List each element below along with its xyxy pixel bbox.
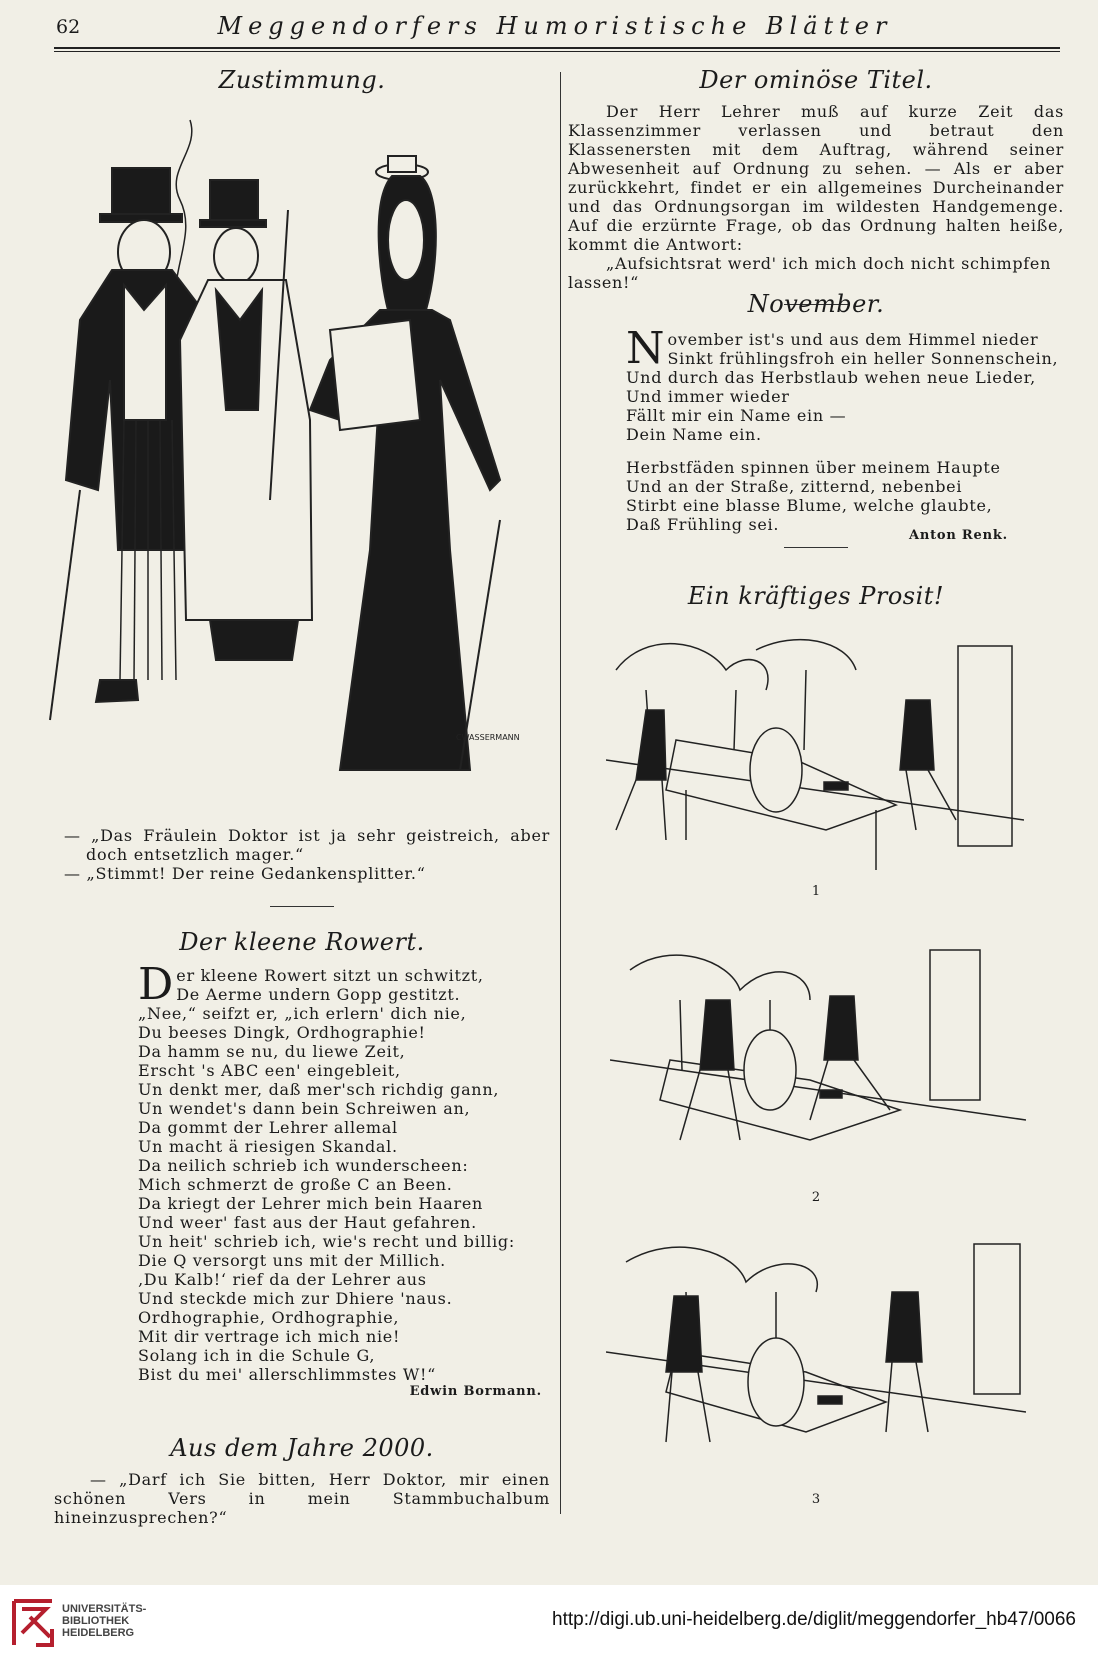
- author-signature: Anton Renk.: [908, 528, 1008, 543]
- poem-line: Un wendet's dann bein Schreiwen an,: [138, 1099, 471, 1118]
- journal-title: Meggendorfers Humoristische Blätter: [217, 12, 893, 40]
- november-title: November.: [747, 290, 885, 318]
- dialog-line-1: — „Das Fräulein Doktor ist ja sehr geistreich, aber doch entsetzlich mager.“: [64, 826, 550, 864]
- drop-cap: D: [138, 959, 174, 1010]
- panel-number: 2: [811, 1190, 821, 1205]
- library-logo-icon: [8, 1595, 58, 1651]
- digitization-footer: [0, 1585, 1098, 1662]
- november-section: [568, 290, 1064, 548]
- header-rule-thin: [54, 51, 1060, 52]
- section-separator: [784, 547, 848, 548]
- zustimmung-illustration: [40, 80, 560, 820]
- jahr-2000-section: [54, 1434, 550, 1527]
- poem-line: Ordhographie, Ordhographie,: [138, 1308, 400, 1327]
- page-number: 62: [56, 16, 81, 38]
- poem-line: Solang ich in die Schule G,: [138, 1346, 376, 1365]
- poem-line: ‚Du Kalb!‘ rief da der Lehrer aus: [138, 1270, 427, 1289]
- titel-text: Der Herr Lehrer muß auf kurze Zeit das Klassenzimmer verlassen und betraut den Klassenersten mit dem Auftrag, während seiner Abwesenheit auf Ordnung zu sehen. — Als er aber zurückkehrt, findet er ein allgemeines Durcheinander und das Ordnungsorgan im wildesten Handgemenge. Auf die erzürnte Frage, ob das Ordnung halten heiße, kommt die Antwort:: [568, 102, 1064, 254]
- poem-line: Da gommt der Lehrer allemal: [138, 1118, 398, 1137]
- prosit-panel-3: [606, 1232, 1026, 1492]
- poem-line: Un macht ä riesigen Skandal.: [138, 1137, 398, 1156]
- poem-line: Stirbt eine blasse Blume, welche glaubte,: [626, 496, 993, 515]
- prosit-title: Ein kräftiges Prosit!: [687, 582, 945, 610]
- poem-line: Herbstfäden spinnen über meinem Haupte: [626, 458, 1001, 477]
- kleene-rowert-title: Der kleene Rowert.: [179, 928, 425, 956]
- artist-signature: CWASSERMANN: [456, 733, 520, 742]
- poem-line: Erscht 's ABC een' eingebleit,: [138, 1061, 401, 1080]
- prosit-panel-2: [610, 940, 1026, 1185]
- poem-line: Und durch das Herbstlaub wehen neue Lieder,: [626, 368, 1036, 387]
- panel-number: 3: [811, 1492, 821, 1507]
- author-signature: Edwin Bormann.: [409, 1384, 542, 1399]
- titel-quote: „Aufsichtsrat werd' ich mich doch nicht schimpfen lassen!“: [568, 254, 1052, 292]
- poem-line: Und steckde mich zur Dhiere 'naus.: [138, 1289, 453, 1308]
- zustimmung-dialog: [54, 826, 550, 883]
- prosit-section: [568, 582, 1064, 610]
- page-header: [52, 10, 1058, 46]
- jahr-2000-title: Aus dem Jahre 2000.: [170, 1434, 434, 1462]
- section-separator: [54, 906, 550, 907]
- poem-line: Bist du mei' allerschlimmstes W!“: [138, 1365, 436, 1384]
- poem-line: Da kriegt der Lehrer mich bein Haaren: [138, 1194, 484, 1213]
- source-url: http://digi.ub.uni-heidelberg.de/diglit/meggendorfer_hb47/0066: [552, 1609, 1076, 1630]
- poem-line: Mit dir vertrage ich mich nie!: [138, 1327, 401, 1346]
- november-poem: [626, 323, 1064, 534]
- poem-line: Sinkt frühlingsfroh ein heller Sonnenschein,: [667, 349, 1059, 368]
- poem-line: er kleene Rowert sitzt un schwitzt,: [176, 966, 484, 985]
- poem-line: Dein Name ein.: [626, 425, 762, 444]
- dialog-line-2: — „Stimmt! Der reine Gedankensplitter.“: [64, 864, 426, 883]
- header-rule: [54, 47, 1060, 49]
- poem-line: Un denkt mer, daß mer'sch richdig gann,: [138, 1080, 500, 1099]
- library-name: UNIVERSITÄTS- BIBLIOTHEK HEIDELBERG: [62, 1603, 147, 1639]
- kleene-rowert-poem: [138, 959, 550, 1384]
- poem-line: Die Q versorgt uns mit der Millich.: [138, 1251, 446, 1270]
- poem-line: Und weer' fast aus der Haut gefahren.: [138, 1213, 477, 1232]
- poem-line: Da neilich schrieb ich wunderscheen:: [138, 1156, 469, 1175]
- poem-line: Fällt mir ein Name ein —: [626, 406, 847, 425]
- poem-line: Da hamm se nu, du liewe Zeit,: [138, 1042, 406, 1061]
- zustimmung-title: Zustimmung.: [218, 66, 386, 94]
- panel-number: 1: [811, 884, 821, 899]
- poem-line: De Aerme undern Gopp gestitzt.: [176, 985, 461, 1004]
- poem-line: ovember ist's und aus dem Himmel nieder: [667, 330, 1039, 349]
- drop-cap: N: [626, 323, 665, 374]
- prosit-panel-1: [606, 630, 1024, 880]
- kleene-rowert-section: [54, 928, 550, 1399]
- poem-line: Mich schmerzt de große C an Been.: [138, 1175, 453, 1194]
- column-divider: [560, 72, 561, 1514]
- poem-line: Daß Frühling sei.: [626, 515, 780, 534]
- titel-title: Der ominöse Titel.: [699, 66, 933, 94]
- poem-line: Un heit' schrieb ich, wie's recht und billig:: [138, 1232, 515, 1251]
- poem-line: Und an der Straße, zitternd, nebenbei: [626, 477, 963, 496]
- jahr-2000-text: — „Darf ich Sie bitten, Herr Doktor, mir einen schönen Vers in mein Stammbuchalbum hineinzusprechen?“: [54, 1470, 550, 1527]
- poem-line: Du beeses Dingk, Ordhographie!: [138, 1023, 426, 1042]
- poem-line: Und immer wieder: [626, 387, 790, 406]
- poem-line: „Nee,“ seifzt er, „ich erlern' dich nie,: [138, 1004, 467, 1023]
- titel-section: [568, 66, 1064, 305]
